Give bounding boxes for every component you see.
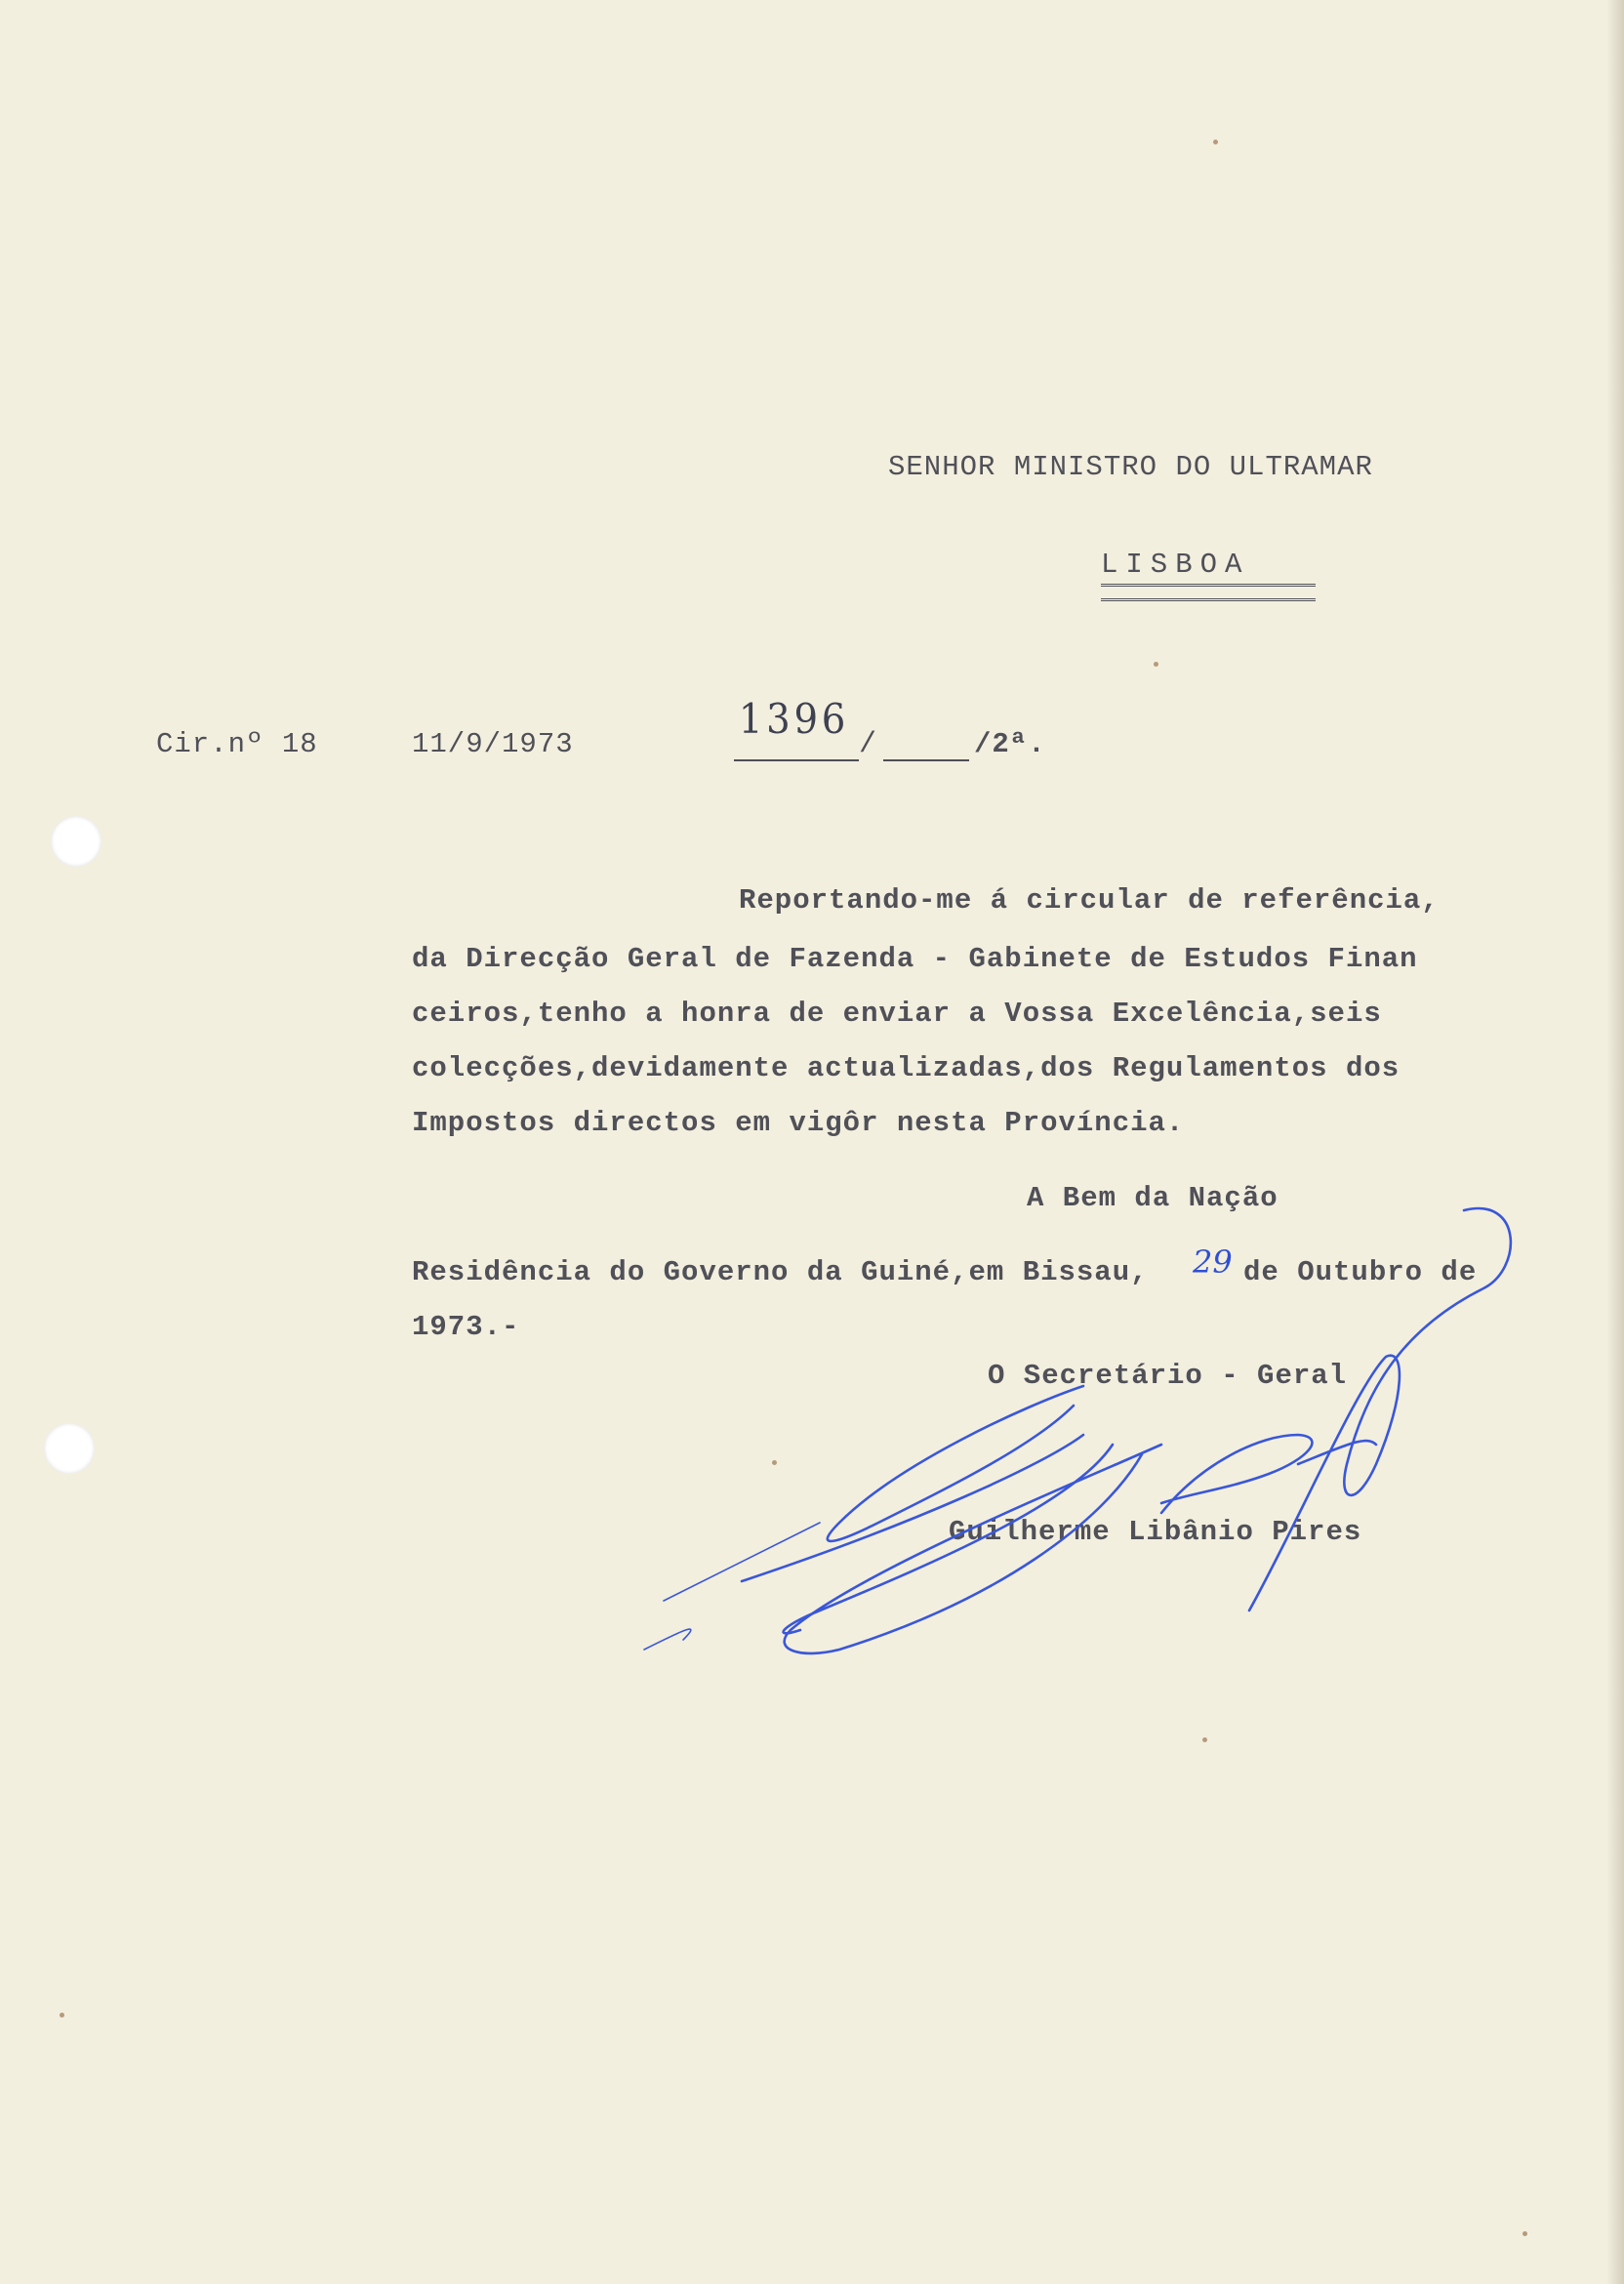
reference-blank-line <box>734 759 859 761</box>
paper-speck <box>1522 2231 1527 2236</box>
punch-hole-upper <box>51 816 102 867</box>
handwritten-day: 29 <box>1193 1244 1233 1281</box>
paper-speck <box>1154 662 1158 667</box>
paper-speck <box>1213 140 1218 144</box>
place-line-suffix: de Outubro de <box>1243 1256 1478 1288</box>
place-line-prefix: Residência do Governo da Guiné,em Bissau, <box>412 1256 1149 1288</box>
body-line: ceiros,tenho a honra de enviar a Vossa Excelência,seis <box>412 998 1382 1030</box>
body-line: Impostos directos em vigôr nesta Província. <box>412 1107 1185 1139</box>
circular-date: 11/9/1973 <box>412 728 574 760</box>
paper-speck <box>1202 1737 1207 1742</box>
paper-speck <box>60 2013 64 2018</box>
body-line: Reportando-me á circular de referência, <box>739 884 1440 917</box>
reference-slash: / <box>859 728 877 761</box>
city: LISBOA <box>1101 549 1250 581</box>
reference-blank-line <box>883 759 969 761</box>
signatory-name: Guilherme Libânio Pires <box>949 1516 1362 1548</box>
body-line: da Direcção Geral de Fazenda - Gabinete de Estudos Finan <box>412 943 1418 975</box>
stamped-reference-number: 1396 <box>738 695 849 743</box>
circular-number: Cir.nº 18 <box>156 728 318 760</box>
city-double-underline <box>1101 584 1316 601</box>
place-year: 1973.- <box>412 1311 520 1343</box>
addressee: SENHOR MINISTRO DO ULTRAMAR <box>888 451 1373 483</box>
closing-salutation: A Bem da Nação <box>1027 1182 1279 1214</box>
paper-speck <box>772 1460 777 1465</box>
page-edge-shadow <box>1606 0 1624 2284</box>
punch-hole-lower <box>44 1423 95 1474</box>
body-line: colecções,devidamente actualizadas,dos Regulamentos dos <box>412 1052 1401 1084</box>
signatory-role: O Secretário - Geral <box>988 1360 1348 1392</box>
reference-suffix: /2ª. <box>974 728 1046 760</box>
